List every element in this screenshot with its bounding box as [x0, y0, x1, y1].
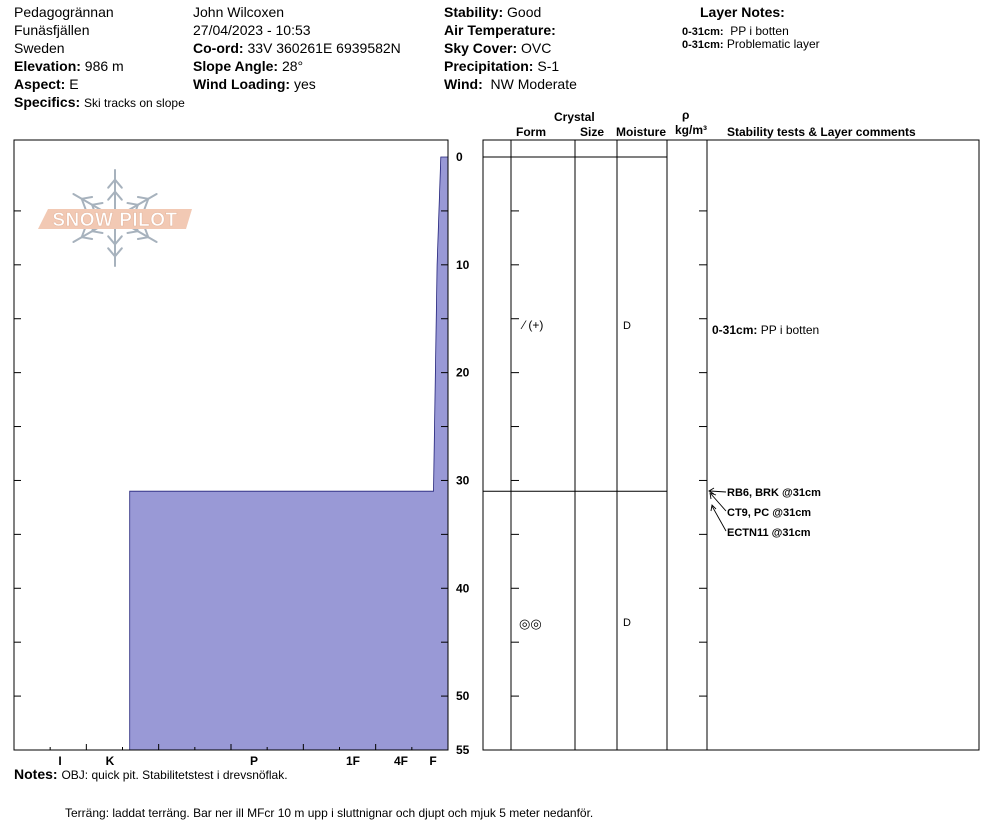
snowflake-branch	[115, 192, 122, 200]
hardness-tick-label: F	[429, 754, 437, 768]
crystal-header: Crystal	[554, 110, 595, 124]
density-symbol: ρ	[682, 108, 690, 122]
layer-notes-title: Layer Notes:	[700, 4, 785, 20]
layer-form-symbol: ⁄ (+)	[523, 318, 544, 332]
snowflake-branch	[82, 197, 92, 199]
snowflake-branch	[138, 197, 148, 199]
layer-moisture: D	[623, 617, 631, 629]
stability-test: CT9, PC @31cm	[727, 507, 812, 519]
snowflake-branch	[115, 180, 122, 188]
layer-comment-text: PP i botten	[760, 323, 820, 337]
slope-value: 28°	[281, 58, 304, 74]
coord-label: Co-ord:	[193, 40, 244, 56]
snowflake-branch	[108, 236, 115, 244]
wind-loading-value: yes	[293, 76, 316, 92]
precip-label: Precipitation:	[444, 58, 534, 74]
specifics-label: Specifics:	[14, 94, 81, 110]
depth-tick-label: 20	[456, 365, 470, 380]
wind-value: NW Moderate	[490, 76, 577, 92]
snowflake-branch	[92, 203, 102, 205]
stability-tests-header: Stability tests & Layer comments	[727, 125, 916, 139]
density-unit: kg/m³	[675, 123, 708, 137]
snowflake-branch	[128, 231, 138, 233]
snowflake-branch	[108, 180, 115, 188]
stability-test: ECTN11 @31cm	[727, 527, 811, 539]
area-name: Funäsfjällen	[14, 22, 90, 38]
moisture-header: Moisture	[616, 125, 667, 139]
snowpilot-logo	[38, 170, 192, 266]
snowflake-branch	[115, 248, 122, 256]
snowflake-branch	[128, 203, 138, 205]
hardness-tick-label: 4F	[393, 754, 409, 768]
stability-label: Stability:	[444, 4, 504, 20]
air-temperature-label: Air Temperature:	[444, 22, 556, 38]
depth-tick-label: 30	[456, 473, 470, 488]
precip-value: S-1	[537, 58, 560, 74]
snowflake-branch	[82, 237, 92, 239]
snowflake-branch	[92, 231, 102, 233]
layer-note-range: 0-31cm:	[682, 39, 724, 51]
datetime: 27/04/2023 - 10:53	[193, 22, 311, 38]
depth-tick-label: 50	[456, 689, 470, 704]
hardness-tick-label: K	[105, 754, 115, 768]
coord-value: 33V 360261E 6939582N	[247, 40, 401, 56]
wind-loading-label: Wind Loading:	[193, 76, 291, 92]
aspect-label: Aspect:	[14, 76, 66, 92]
sky-value: OVC	[521, 40, 552, 56]
aspect-value: E	[69, 76, 79, 92]
country-name: Sweden	[14, 40, 65, 56]
layer-moisture: D	[623, 320, 631, 332]
depth-tick-label: 10	[456, 257, 470, 272]
snowflake-branch	[108, 248, 115, 256]
notes-label: Notes:	[14, 766, 58, 782]
sky-label: Sky Cover:	[444, 40, 518, 56]
stability-value: Good	[507, 4, 542, 20]
wind-label: Wind:	[444, 76, 483, 92]
snowflake-branch	[138, 237, 148, 239]
hardness-profile-area	[130, 157, 448, 750]
elevation-value: 986 m	[84, 58, 124, 74]
observer: John Wilcoxen	[193, 4, 285, 20]
layer-table-frame	[483, 140, 979, 750]
elevation-label: Elevation:	[14, 58, 81, 74]
notes	[14, 766, 288, 782]
notes-line-2: Terräng: laddat terräng. Bar ner ill MFcr 10 m upp i sluttnignar och djupt och mjuk 5 meter nedanför.	[65, 806, 594, 820]
depth-tick-label: 0	[456, 150, 463, 164]
stability-test-arrows	[709, 488, 726, 531]
hardness-tick-label: I	[58, 754, 62, 768]
snowflake-branch	[108, 192, 115, 200]
layer-comment-range: 0-31cm:	[712, 323, 758, 337]
layer-note-text: PP i botten	[730, 24, 789, 38]
snowflake-branch	[115, 236, 122, 244]
slope-label: Slope Angle:	[193, 58, 279, 74]
stability-test: RB6, BRK @31cm	[727, 487, 821, 499]
layer-note-text: Problematic layer	[726, 37, 820, 51]
layer-comment	[712, 323, 819, 337]
hardness-tick-label: P	[249, 754, 259, 768]
layer-note-range: 0-31cm:	[682, 26, 724, 38]
specifics-value: Ski tracks on slope	[84, 96, 185, 110]
depth-tick-label: 40	[456, 581, 470, 596]
logo-text: SNOW PILOT	[52, 210, 178, 231]
form-header: Form	[516, 125, 546, 139]
layer-form-symbol: ◎◎	[519, 616, 542, 631]
hardness-tick-label: 1F	[345, 754, 361, 768]
notes-line-1: OBJ: quick pit. Stabilitetstest i drevsnöflak.	[61, 768, 288, 782]
size-header: Size	[580, 125, 605, 139]
location-name: Pedagogrännan	[14, 4, 114, 20]
depth-tick-label: 55	[456, 743, 470, 757]
